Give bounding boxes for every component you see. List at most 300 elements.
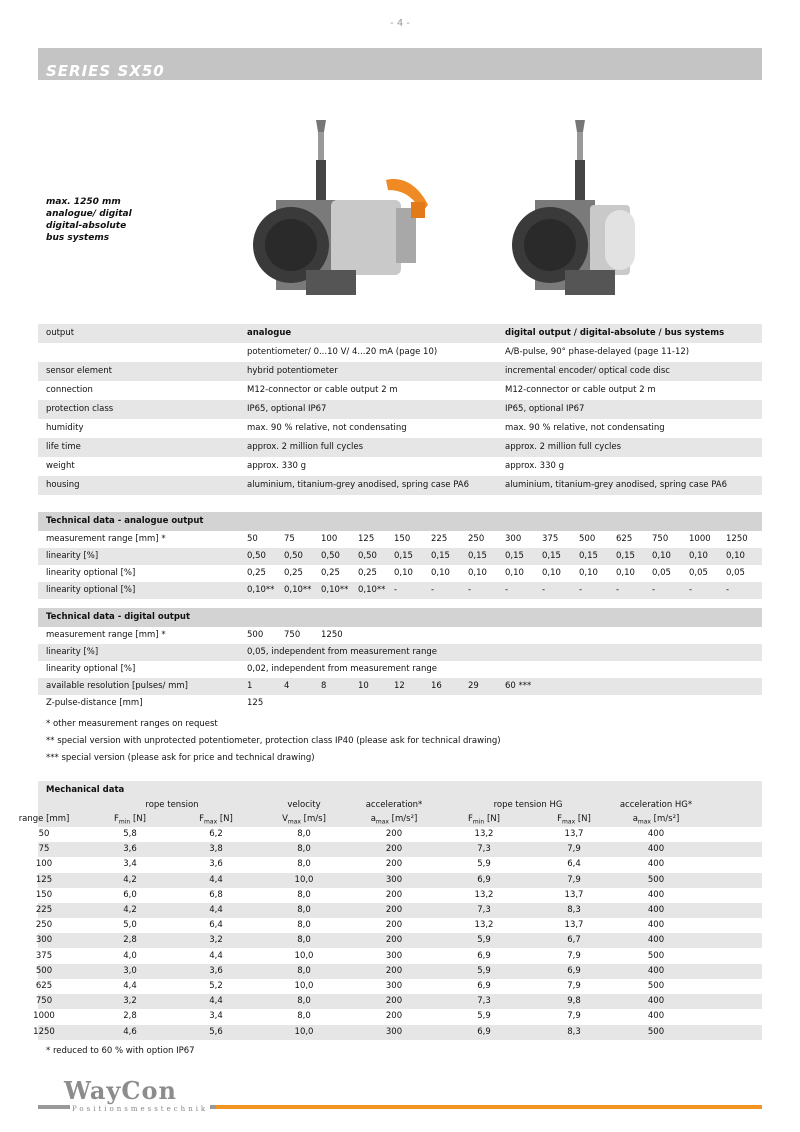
digital-value: 10 — [358, 681, 369, 691]
mech-row — [38, 827, 762, 842]
mech-row — [38, 842, 762, 857]
mech-cell: 10,0 — [294, 950, 314, 961]
mech-row — [35, 857, 762, 872]
mech-cell: 3,2 — [209, 935, 223, 946]
spec-label: connection — [46, 385, 93, 395]
product-image-analogue — [246, 120, 436, 310]
col-header-subscript: max — [204, 818, 218, 826]
spec-digital: approx. 2 million full cycles — [505, 442, 622, 452]
mech-cell: 8,0 — [297, 829, 311, 839]
mech-cell: 500 — [647, 950, 665, 961]
mech-group-header: velocity — [287, 800, 321, 810]
mech-cell: 8,0 — [297, 965, 311, 976]
analogue-value: 0,10 — [726, 551, 745, 561]
analogue-value: 0,05 — [652, 568, 671, 578]
analogue-section-header — [38, 512, 762, 531]
analogue-value: 0,50 — [284, 551, 303, 561]
col-header-unit: [N] — [484, 814, 500, 824]
analogue-value: - — [468, 585, 472, 595]
mech-cell: 500 — [647, 1026, 665, 1037]
mech-cell: 6,8 — [209, 889, 223, 900]
mech-cell: 8,0 — [297, 889, 311, 900]
mech-cell: 3,2 — [123, 996, 137, 1007]
spec-analogue: IP65, optional IP67 — [247, 404, 327, 414]
spec-row — [38, 343, 762, 362]
mech-cell: 5,9 — [477, 935, 491, 946]
digital-value: 12 — [394, 681, 405, 691]
analogue-value: 0,10 — [579, 568, 598, 578]
mech-cell: 7,9 — [567, 844, 581, 855]
mech-cell: 8,0 — [297, 844, 311, 855]
mech-cell: 4,4 — [209, 874, 223, 885]
digital-section-header — [38, 608, 762, 627]
mech-col-header — [344, 814, 444, 826]
analogue-value: 0,15 — [431, 551, 450, 561]
spec-row — [38, 419, 762, 438]
mech-cell: 13,2 — [474, 889, 494, 900]
digital-label: measurement range [mm] * — [46, 630, 166, 640]
mech-row — [35, 888, 762, 903]
mech-group-header: rope tension — [145, 800, 199, 810]
analogue-value: 300 — [505, 534, 522, 544]
col-header-symbol: a — [632, 814, 638, 824]
spec-analogue: hybrid potentiometer — [247, 366, 338, 376]
mech-cell: 6,9 — [477, 950, 491, 961]
analogue-value: 625 — [616, 534, 633, 544]
spec-label: protection class — [46, 404, 114, 414]
mech-row — [35, 933, 762, 948]
spec-row — [38, 400, 762, 419]
digital-row — [38, 644, 762, 661]
analogue-value: 50 — [247, 534, 258, 544]
product-image-digital — [505, 120, 665, 310]
mech-cell: 50 — [38, 829, 50, 839]
mech-row — [35, 949, 762, 964]
mech-row — [33, 1025, 762, 1040]
digital-row — [38, 627, 762, 644]
mech-cell: 2,8 — [123, 935, 137, 946]
mech-cell: 75 — [38, 844, 50, 855]
mech-row — [35, 873, 762, 888]
analogue-value: 0,05 — [689, 568, 708, 578]
spec-analogue: max. 90 % relative, not condensating — [247, 423, 407, 433]
mech-cell: 375 — [35, 950, 53, 961]
mech-cell: 13,7 — [564, 889, 584, 900]
mech-cell: 13,7 — [564, 920, 584, 931]
spec-label: sensor element — [46, 366, 112, 376]
mech-cell: 5,6 — [209, 1026, 223, 1037]
mech-col-header — [434, 814, 534, 826]
analogue-title: Technical data - analogue output — [46, 516, 204, 526]
mech-cell: 200 — [385, 905, 403, 915]
digital-label: linearity [%] — [46, 647, 99, 657]
spec-row — [38, 438, 762, 457]
analogue-value: 0,10** — [321, 585, 349, 595]
footer-line-accent — [216, 1105, 762, 1109]
mech-cell: 200 — [385, 844, 403, 855]
mech-cell: 7,3 — [477, 844, 491, 855]
analogue-value: 0,10** — [358, 585, 386, 595]
mech-cell: 400 — [647, 889, 665, 900]
digital-title: Technical data - digital output — [46, 612, 191, 622]
mech-cell: 5,9 — [477, 965, 491, 976]
analogue-value: 0,15 — [394, 551, 413, 561]
digital-value: 500 — [247, 630, 264, 640]
analogue-value: 0,50 — [358, 551, 377, 561]
mech-row — [35, 903, 762, 918]
mech-cell: 200 — [385, 829, 403, 839]
analogue-value: 0,10 — [652, 551, 671, 561]
spec-digital: incremental encoder/ optical code disc — [505, 366, 670, 376]
analogue-value: 375 — [542, 534, 559, 544]
spec-label: humidity — [46, 423, 84, 433]
spec-digital: M12-connector or cable output 2 m — [505, 385, 656, 395]
mechanical-title: Mechanical data — [46, 785, 125, 795]
mech-col-header — [254, 814, 354, 826]
mech-cell: 3,6 — [209, 859, 223, 870]
spec-analogue: approx. 330 g — [247, 461, 307, 471]
mech-cell: 100 — [35, 859, 53, 870]
col-header-unit: [m/s²] — [650, 814, 680, 824]
mech-cell: 6,9 — [477, 874, 491, 885]
analogue-value: 150 — [394, 534, 411, 544]
mech-cell: 500 — [647, 874, 665, 885]
analogue-value: 0,10** — [284, 585, 312, 595]
mech-cell: 300 — [35, 935, 53, 946]
mech-cell: 6,9 — [477, 1026, 491, 1037]
mech-cell: 10,0 — [294, 1026, 314, 1037]
mech-row — [35, 994, 762, 1009]
mech-cell: 1000 — [33, 1011, 55, 1022]
digital-row — [38, 678, 762, 695]
spec-digital: digital output / digital-absolute / bus systems — [505, 328, 725, 338]
analogue-value: - — [579, 585, 583, 595]
analogue-value: 0,10 — [468, 568, 487, 578]
spec-row — [38, 381, 762, 400]
mech-cell: 200 — [385, 996, 403, 1007]
spec-digital: A/B-pulse, 90° phase-delayed (page 11-12) — [505, 347, 690, 357]
mech-cell: 400 — [647, 905, 665, 915]
mech-cell: 3,4 — [123, 859, 137, 870]
footnote: *** special version (please ask for price and technical drawing) — [46, 753, 315, 763]
mech-cell: 6,2 — [209, 829, 223, 839]
mech-row — [35, 918, 762, 933]
mech-cell: 8,0 — [297, 920, 311, 931]
mech-cell: 5,0 — [123, 920, 137, 931]
mech-cell: 4,4 — [209, 996, 223, 1007]
mech-group-header: rope tension HG — [493, 800, 563, 810]
mech-cell: 9,8 — [567, 996, 581, 1007]
mech-cell: 500 — [35, 965, 53, 976]
analogue-value: 1250 — [726, 534, 748, 544]
mech-cell: 13,2 — [474, 920, 494, 931]
footnote: ** special version with unprotected potentiometer, protection class IP40 (please ask for technical drawing) — [46, 736, 501, 746]
digital-value: 1250 — [321, 630, 343, 640]
col-header-unit: [N] — [130, 814, 146, 824]
mech-cell: 200 — [385, 965, 403, 976]
mech-group-header: acceleration HG* — [619, 800, 693, 810]
analogue-value: 0,05 — [726, 568, 745, 578]
analogue-value: 250 — [468, 534, 485, 544]
col-header-unit: [N] — [217, 814, 233, 824]
mech-row — [33, 1009, 762, 1024]
digital-row — [38, 695, 762, 712]
mech-cell: 8,0 — [297, 859, 311, 870]
mech-cell: 8,3 — [567, 905, 581, 915]
analogue-value: 0,25 — [358, 568, 377, 578]
mech-cell: 8,3 — [567, 1026, 581, 1037]
analogue-label: linearity optional [%] — [46, 568, 136, 578]
mech-cell: 3,6 — [123, 844, 137, 855]
mech-col-header — [606, 814, 706, 826]
mech-cell: 7,9 — [567, 950, 581, 961]
digital-row — [38, 661, 762, 678]
spec-label: weight — [46, 461, 75, 471]
mech-cell: 300 — [385, 1026, 403, 1037]
spec-digital: max. 90 % relative, not condensating — [505, 423, 665, 433]
page-number: - 4 - — [390, 18, 410, 29]
analogue-value: 225 — [431, 534, 448, 544]
mech-cell: 3,0 — [123, 965, 137, 976]
intro-line: analogue/ digital — [46, 209, 132, 219]
analogue-value: 0,10 — [542, 568, 561, 578]
analogue-row — [38, 531, 762, 548]
col-header-symbol: V — [282, 814, 288, 824]
mech-cell: 750 — [35, 996, 53, 1007]
mechanical-footnote: * reduced to 60 % with option IP67 — [46, 1046, 195, 1056]
analogue-value: 0,10** — [247, 585, 275, 595]
analogue-value: - — [431, 585, 435, 595]
col-header-symbol: F — [557, 814, 563, 824]
analogue-value: 0,15 — [468, 551, 487, 561]
analogue-value: - — [689, 585, 693, 595]
spec-row — [38, 457, 762, 476]
intro-line: digital-absolute — [46, 221, 127, 231]
col-header-unit: [m/s] — [300, 814, 326, 824]
digital-value: 125 — [247, 698, 264, 708]
mech-cell: 13,7 — [564, 829, 584, 839]
analogue-value: 1000 — [689, 534, 711, 544]
col-header-unit: [m/s²] — [388, 814, 418, 824]
spec-row — [38, 362, 762, 381]
digital-label: linearity optional [%] — [46, 664, 136, 674]
logo-tagline: Positionsmesstechnik — [72, 1105, 209, 1113]
analogue-value: 0,15 — [579, 551, 598, 561]
mech-cell: 400 — [647, 829, 665, 839]
analogue-value: 0,10 — [394, 568, 413, 578]
mech-cell: 225 — [35, 905, 53, 915]
mech-cell: 400 — [647, 965, 665, 976]
digital-value: 4 — [284, 681, 290, 691]
mech-cell: 200 — [385, 1011, 403, 1022]
mech-cell: 400 — [647, 920, 665, 931]
analogue-row — [38, 548, 762, 565]
analogue-value: 750 — [652, 534, 669, 544]
mech-cell: 400 — [647, 996, 665, 1007]
mech-cell: 7,9 — [567, 874, 581, 885]
spec-analogue: aluminium, titanium-grey anodised, spring case PA6 — [247, 480, 470, 490]
col-header-symbol: F — [114, 814, 119, 824]
footnote: * other measurement ranges on request — [46, 719, 218, 729]
analogue-value: - — [652, 585, 656, 595]
analogue-row — [38, 565, 762, 582]
mech-cell: 150 — [35, 889, 53, 900]
mech-cell: 4,2 — [123, 905, 137, 915]
mech-cell: 500 — [647, 981, 665, 991]
mech-cell: 400 — [647, 859, 665, 870]
analogue-value: 100 — [321, 534, 338, 544]
analogue-value: 0,15 — [505, 551, 524, 561]
mech-cell: 4,4 — [123, 981, 137, 991]
mech-cell: 4,4 — [209, 950, 223, 961]
analogue-value: 0,25 — [321, 568, 340, 578]
mech-cell: 6,0 — [123, 889, 137, 900]
mech-row — [35, 979, 762, 994]
digital-value: 1 — [247, 681, 253, 691]
mech-cell: 6,4 — [209, 920, 223, 931]
digital-label: available resolution [pulses/ mm] — [46, 681, 188, 691]
analogue-value: 0,10 — [689, 551, 708, 561]
digital-value: 60 *** — [505, 681, 532, 691]
intro-text — [46, 196, 132, 244]
analogue-value: 0,10 — [616, 568, 635, 578]
mech-cell: 8,0 — [297, 996, 311, 1007]
intro-line: max. 1250 mm — [46, 197, 121, 207]
analogue-value: 500 — [579, 534, 596, 544]
mech-cell: 5,9 — [477, 859, 491, 870]
series-title: SERIES SX50 — [46, 62, 165, 80]
col-header-subscript: max — [562, 818, 576, 826]
mech-col-header — [166, 814, 266, 826]
col-header-subscript: min — [472, 818, 485, 826]
spec-analogue: analogue — [247, 328, 292, 338]
mech-cell: 200 — [385, 889, 403, 900]
col-header-symbol: F — [199, 814, 205, 824]
mech-cell: 125 — [35, 874, 53, 885]
digital-value: 0,05, independent from measurement range — [247, 647, 437, 657]
spec-analogue: approx. 2 million full cycles — [247, 442, 364, 452]
spec-label: life time — [46, 442, 81, 452]
mech-cell: 2,8 — [123, 1011, 137, 1022]
analogue-value: 0,15 — [542, 551, 561, 561]
mech-cell: 300 — [385, 950, 403, 961]
mech-cell: 6,4 — [567, 859, 581, 870]
digital-value: 8 — [321, 681, 327, 691]
mech-col-header — [80, 814, 180, 826]
waycon-logo: WayCon — [64, 1076, 177, 1105]
analogue-value: - — [726, 585, 730, 595]
mech-cell: 4,6 — [123, 1026, 137, 1037]
spec-analogue: potentiometer/ 0...10 V/ 4...20 mA (page 10) — [247, 347, 438, 357]
analogue-value: 0,25 — [284, 568, 303, 578]
mech-cell: 6,9 — [567, 965, 581, 976]
digital-value: 0,02, independent from measurement range — [247, 664, 437, 674]
mech-cell: 300 — [385, 874, 403, 885]
spec-analogue: M12-connector or cable output 2 m — [247, 385, 398, 395]
mech-cell: 5,2 — [209, 981, 223, 991]
col-header-symbol: F — [468, 814, 473, 824]
spec-label: housing — [46, 480, 80, 490]
analogue-value: 125 — [358, 534, 375, 544]
mech-cell: 7,3 — [477, 996, 491, 1007]
mech-cell: 7,9 — [567, 981, 581, 991]
mech-cell: 400 — [647, 935, 665, 946]
mech-cell: 200 — [385, 920, 403, 931]
spec-digital: aluminium, titanium-grey anodised, spring case PA6 — [505, 480, 728, 490]
col-header-subscript: max — [287, 818, 301, 826]
intro-line: bus systems — [46, 233, 110, 243]
spec-row — [38, 476, 762, 495]
analogue-value: 0,25 — [247, 568, 266, 578]
mech-cell: 300 — [385, 981, 403, 991]
analogue-row — [38, 582, 762, 599]
col-header-symbol: range [mm] — [18, 814, 70, 824]
analogue-label: linearity [%] — [46, 551, 99, 561]
analogue-value: - — [542, 585, 546, 595]
analogue-value: 0,50 — [247, 551, 266, 561]
analogue-label: linearity optional [%] — [46, 585, 136, 595]
mech-cell: 200 — [385, 859, 403, 870]
mech-cell: 5,8 — [123, 829, 137, 839]
mech-cell: 8,0 — [297, 905, 311, 915]
digital-value: 16 — [431, 681, 442, 691]
digital-label: Z-pulse-distance [mm] — [46, 698, 143, 708]
col-header-symbol: a — [370, 814, 376, 824]
analogue-label: measurement range [mm] * — [46, 534, 166, 544]
digital-value: 750 — [284, 630, 301, 640]
analogue-value: 0,50 — [321, 551, 340, 561]
mech-cell: 625 — [35, 981, 53, 991]
mech-cell: 4,0 — [123, 950, 137, 961]
mech-cell: 200 — [385, 935, 403, 946]
spec-row — [38, 324, 762, 343]
mech-cell: 3,8 — [209, 844, 223, 855]
mech-cell: 13,2 — [474, 829, 494, 839]
digital-value: 29 — [468, 681, 479, 691]
mech-row — [35, 964, 762, 979]
mech-cell: 6,9 — [477, 981, 491, 991]
mech-group-header: acceleration* — [365, 800, 423, 810]
mech-cell: 10,0 — [294, 981, 314, 991]
mech-cell: 8,0 — [297, 1011, 311, 1022]
mech-cell: 4,2 — [123, 874, 137, 885]
analogue-value: - — [616, 585, 620, 595]
series-header-bar — [38, 48, 762, 80]
analogue-value: - — [394, 585, 398, 595]
mech-cell: 1250 — [33, 1026, 55, 1037]
mech-cell: 3,6 — [209, 965, 223, 976]
col-header-subscript: min — [118, 818, 131, 826]
mech-cell: 3,4 — [209, 1011, 223, 1022]
spec-digital: approx. 330 g — [505, 461, 565, 471]
mech-cell: 7,3 — [477, 905, 491, 915]
mech-cell: 6,7 — [567, 935, 581, 946]
analogue-value: 0,10 — [505, 568, 524, 578]
col-header-unit: [N] — [575, 814, 591, 824]
mech-cell: 8,0 — [297, 935, 311, 946]
analogue-value: 0,10 — [431, 568, 450, 578]
mech-cell: 4,4 — [209, 905, 223, 915]
spec-label: output — [46, 328, 75, 338]
analogue-value: - — [505, 585, 509, 595]
mech-cell: 250 — [35, 920, 53, 931]
analogue-value: 75 — [284, 534, 295, 544]
mech-cell: 400 — [647, 844, 665, 855]
mech-cell: 7,9 — [567, 1011, 581, 1022]
mech-cell: 400 — [647, 1011, 665, 1022]
analogue-value: 0,15 — [616, 551, 635, 561]
spec-digital: IP65, optional IP67 — [505, 404, 585, 414]
